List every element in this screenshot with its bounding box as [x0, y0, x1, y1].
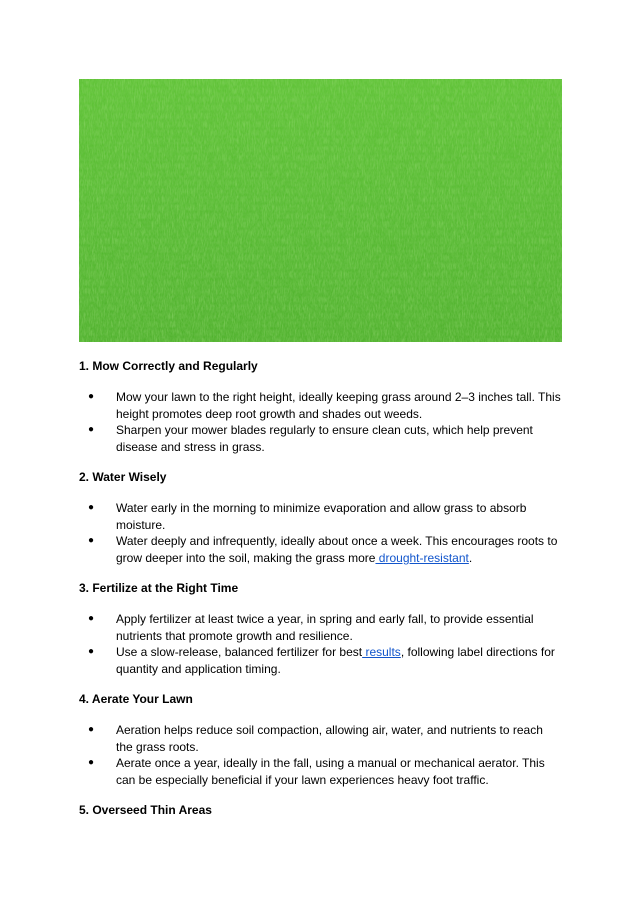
list-item-text: Sharpen your mower blades regularly to ensure clean cuts, which help prevent disease and stress in grass.	[116, 423, 533, 454]
bullet-icon: ●	[88, 424, 95, 435]
lawn-grass-image	[79, 79, 562, 342]
section-heading: 5. Overseed Thin Areas	[79, 803, 212, 817]
bullet-icon: ●	[88, 613, 95, 624]
bullet-list	[79, 389, 562, 455]
list-item-text: .	[468, 550, 473, 565]
bullet-list	[79, 611, 562, 677]
bullet-icon: ●	[88, 391, 95, 402]
list-item-text: Apply fertilizer at least twice a year, in spring and early fall, to provide essential nutrients that promote growth and resilience.	[116, 612, 534, 643]
list-item-text: Use a slow-release, balanced fertilizer for best	[116, 645, 363, 659]
list-item-text: Water deeply and infrequently, ideally about once a week. This encourages roots to grow deeper into the soil, making the grass more	[116, 534, 558, 565]
bullet-list	[79, 722, 562, 788]
bullet-icon: ●	[88, 502, 95, 513]
bullet-icon: ●	[88, 535, 95, 546]
bullet-icon: ●	[88, 724, 95, 735]
list-item-text: Mow your lawn to the right height, ideally keeping grass around 2–3 inches tall. This height promotes deep root growth and shades out weeds.	[116, 390, 561, 421]
list-item	[79, 422, 562, 455]
list-item	[79, 389, 562, 422]
section-heading: 3. Fertilize at the Right Time	[79, 581, 239, 595]
list-item	[79, 611, 562, 644]
section-heading: 1. Mow Correctly and Regularly	[79, 359, 258, 373]
bullet-icon: ●	[88, 757, 95, 768]
section-heading: 2. Water Wisely	[79, 470, 167, 484]
list-item	[79, 722, 562, 755]
list-item-text: Aeration helps reduce soil compaction, allowing air, water, and nutrients to reach the grass roots.	[116, 723, 543, 754]
inline-link[interactable]: results	[362, 645, 401, 659]
list-item	[79, 500, 562, 533]
article-body	[79, 358, 562, 833]
list-item-text: Water early in the morning to minimize evaporation and allow grass to absorb moisture.	[116, 501, 527, 532]
bullet-icon: ●	[88, 646, 95, 657]
list-item	[79, 644, 562, 677]
inline-link[interactable]: drought-resistant	[375, 550, 469, 565]
list-item-text: , following label directions for quantity and application timing.	[116, 645, 555, 676]
list-item	[79, 533, 562, 566]
grass-texture	[79, 79, 562, 342]
section-heading: 4. Aerate Your Lawn	[79, 692, 193, 706]
list-item	[79, 755, 562, 788]
bullet-list	[79, 500, 562, 566]
list-item-text: Aerate once a year, ideally in the fall, using a manual or mechanical aerator. This can be especially beneficial if your lawn experiences heavy foot traffic.	[116, 756, 545, 787]
